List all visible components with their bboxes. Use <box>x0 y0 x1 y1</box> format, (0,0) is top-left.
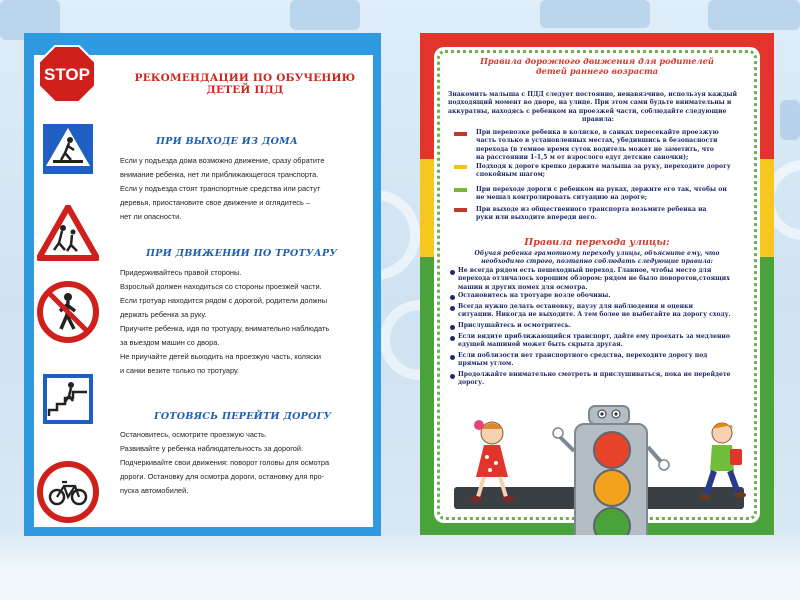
text-line: деревья, приостановите свое движение и оглядитесь – <box>120 198 311 207</box>
text-line: Остановитесь на тротуаре возле обочины. <box>458 292 611 299</box>
title-line: Правила дорожного движения для родителей <box>480 56 714 66</box>
rule-marker <box>454 208 467 212</box>
boy-illustration-icon <box>696 417 752 505</box>
bullet-item <box>458 292 754 300</box>
bullet-dot <box>450 355 455 360</box>
left-poster-content <box>34 55 373 527</box>
right-poster <box>420 33 774 535</box>
girl-illustration-icon <box>462 415 522 505</box>
title-line: ДЕТЕЙ ПДД <box>206 84 284 96</box>
bg-wave <box>0 530 800 600</box>
rule-item <box>476 129 746 162</box>
rule-item <box>476 206 746 223</box>
text-line: не мешал контролировать ситуацию на дороге; <box>476 194 648 202</box>
title-line: РЕКОМЕНДАЦИИ ПО ОБУЧЕНИЮ <box>134 72 356 84</box>
text-line: Подчеркивайте свои движения: поворот головы для осмотра <box>120 458 330 467</box>
text-line: дорогу. <box>458 379 485 387</box>
stop-sign-text: STOP <box>44 65 90 84</box>
rule-item <box>476 186 746 203</box>
green-light <box>593 507 631 535</box>
stop-sign-icon <box>38 45 96 103</box>
section-heading: ПРИ ДВИЖЕНИИ ПО ТРОТУАРУ <box>146 248 338 259</box>
text-line: держать ребенка за руку. <box>120 310 207 319</box>
intro-text <box>448 91 748 124</box>
pedestrian-underpass-icon <box>41 372 95 426</box>
bg-sign-shape <box>780 100 800 140</box>
bullet-dot <box>450 306 455 311</box>
bullet-dot <box>450 295 455 300</box>
text-line: руки или выходите впереди него. <box>476 214 597 222</box>
text-line: часть только в установленных местах, убедившись в безопасности <box>476 137 718 145</box>
text-line: ситуации. Никогда не выходите. А тем более не выбегайте на дорогу сходу. <box>458 311 731 319</box>
title-line: детей раннего возраста <box>535 66 659 76</box>
right-poster-content <box>434 47 760 523</box>
text-line: аккуратны, находясь с ребенком на проезжей части, соблюдайте следующие <box>448 107 727 115</box>
section-heading: ГОТОВЯСЬ ПЕРЕЙТИ ДОРОГУ <box>154 411 332 422</box>
text-line: Развивайте у ребенка наблюдательность за дорогой. <box>120 444 304 453</box>
bullet-item <box>458 371 754 388</box>
text-line: Прислушайтесь и осмотритесь. <box>458 322 572 329</box>
bullet-dot <box>450 325 455 330</box>
text-line: нет ли опасности. <box>120 212 182 221</box>
text-line: Если поблизости нет транспортного средства, переходите дорогу под <box>458 352 708 359</box>
text-line: Придерживайтесь правой стороны. <box>120 268 242 277</box>
no-pedestrians-icon <box>37 281 99 343</box>
text-line: машин и других помех для осмотра. <box>458 283 588 291</box>
text-line: необходимо строго, поэтапно соблюдать следующие правила: <box>481 258 713 266</box>
text-line: за выездом машин со двора. <box>120 338 220 347</box>
right-poster-title <box>434 56 760 76</box>
text-line: Знакомить малыша с ПДД следует постоянно, ненавязчиво, используя каждый <box>448 91 738 98</box>
bullet-item <box>458 333 754 350</box>
text-line: Если тротуар находится рядом с дорогой, родители должны <box>120 296 328 305</box>
bullet-dot <box>450 336 455 341</box>
text-line: Не приучайте детей выходить на проезжую часть, коляски <box>120 352 322 361</box>
traffic-light-hand-icon <box>552 425 576 455</box>
text-line: Если у подъезда дома возможно движение, сразу обратите <box>120 156 325 165</box>
left-poster <box>24 33 381 536</box>
text-line: При выходе из общественного транспорта возьмите ребенка на <box>476 206 707 213</box>
bullet-item <box>458 303 754 320</box>
rule-marker <box>454 188 467 192</box>
text-line: и санки везите только по тротуару. <box>120 366 239 375</box>
bullet-item <box>458 267 754 292</box>
text-line: перехода отличалось хорошим обзором: рядом не было поворотов,стоящих <box>458 275 730 283</box>
text-line: спокойным шагом; <box>476 171 546 179</box>
traffic-light-icon <box>574 423 648 535</box>
bg-sign-shape <box>540 0 650 28</box>
traffic-light-face-icon <box>586 400 632 426</box>
section-intro <box>434 250 760 267</box>
bullet-dot <box>450 374 455 379</box>
text-line: на расстоянии 1-1,5 м от взрослого едут детские саночки); <box>476 153 689 161</box>
text-line: Остановитесь, осмотрите проезжую часть. <box>120 430 267 439</box>
text-line: Приучите ребенка, идя по тротуару, внимательно наблюдать <box>120 324 330 333</box>
text-line: Всегда нужно делать остановку, паузу для наблюдения и оценки <box>458 303 694 310</box>
text-line: пуска автомобилей. <box>120 486 189 495</box>
text-line: Продолжайте внимательно смотреть и прислушиваться, пока не перейдете <box>458 371 731 378</box>
text-line: При перевозке ребенка в коляске, в санках пересекайте проезжую <box>476 129 719 136</box>
text-line: дороги. Остановку для осмотра дороги, остановку для про- <box>120 472 325 481</box>
bg-sign-shape <box>708 0 800 30</box>
section-title: Правила перехода улицы: <box>524 237 670 248</box>
red-light <box>593 431 631 469</box>
text-line: Подходя к дороге крепко держите малыша за руку, переходите дорогу <box>476 163 731 170</box>
yellow-light <box>593 469 631 507</box>
text-line: Не всегда рядом есть пешеходный переход. Главное, чтобы место для <box>458 267 712 274</box>
section-3-text <box>120 428 372 498</box>
bullet-item <box>458 352 754 369</box>
rule-marker <box>454 132 467 136</box>
rule-item <box>476 163 746 180</box>
text-line: При переходе дороги с ребенком на руках, держите его так, чтобы он <box>476 186 727 193</box>
text-line: Обучая ребенка грамотному переходу улицы, объясните ему, что <box>474 250 720 257</box>
text-line: подходящий момент во дворе, на улице. При этом сами будьте внимательны и <box>448 99 732 107</box>
text-line: едущей машиной может быть скрыта другая. <box>458 341 623 349</box>
section-1-text <box>120 154 372 224</box>
text-line: Если видите приближающийся транспорт, дайте ему проехать за медленно <box>458 333 730 340</box>
section-2-text <box>120 266 372 378</box>
text-line: Если у подъезда стоят транспортные средства или растут <box>120 184 321 193</box>
rule-marker <box>454 165 467 169</box>
text-line: перехода (в темное время суток водитель может не заметить, что <box>476 145 714 153</box>
section-heading: ПРИ ВЫХОДЕ ИЗ ДОМА <box>156 136 298 147</box>
no-bicycles-icon <box>37 461 99 523</box>
bg-sign-shape <box>290 0 360 30</box>
text-line: прямым углом. <box>458 360 514 368</box>
left-poster-title <box>120 72 370 96</box>
text-line: внимание ребенка, нет ли приближающегося транспорта. <box>120 170 319 179</box>
traffic-light-hand-icon <box>646 443 670 473</box>
bullet-dot <box>450 270 455 275</box>
text-line: Взрослый должен находиться со стороны проезжей части. <box>120 282 322 291</box>
children-warning-icon <box>37 205 99 261</box>
text-line: правила: <box>582 115 614 123</box>
bullet-item <box>458 322 754 330</box>
pedestrian-crossing-icon <box>41 122 95 176</box>
